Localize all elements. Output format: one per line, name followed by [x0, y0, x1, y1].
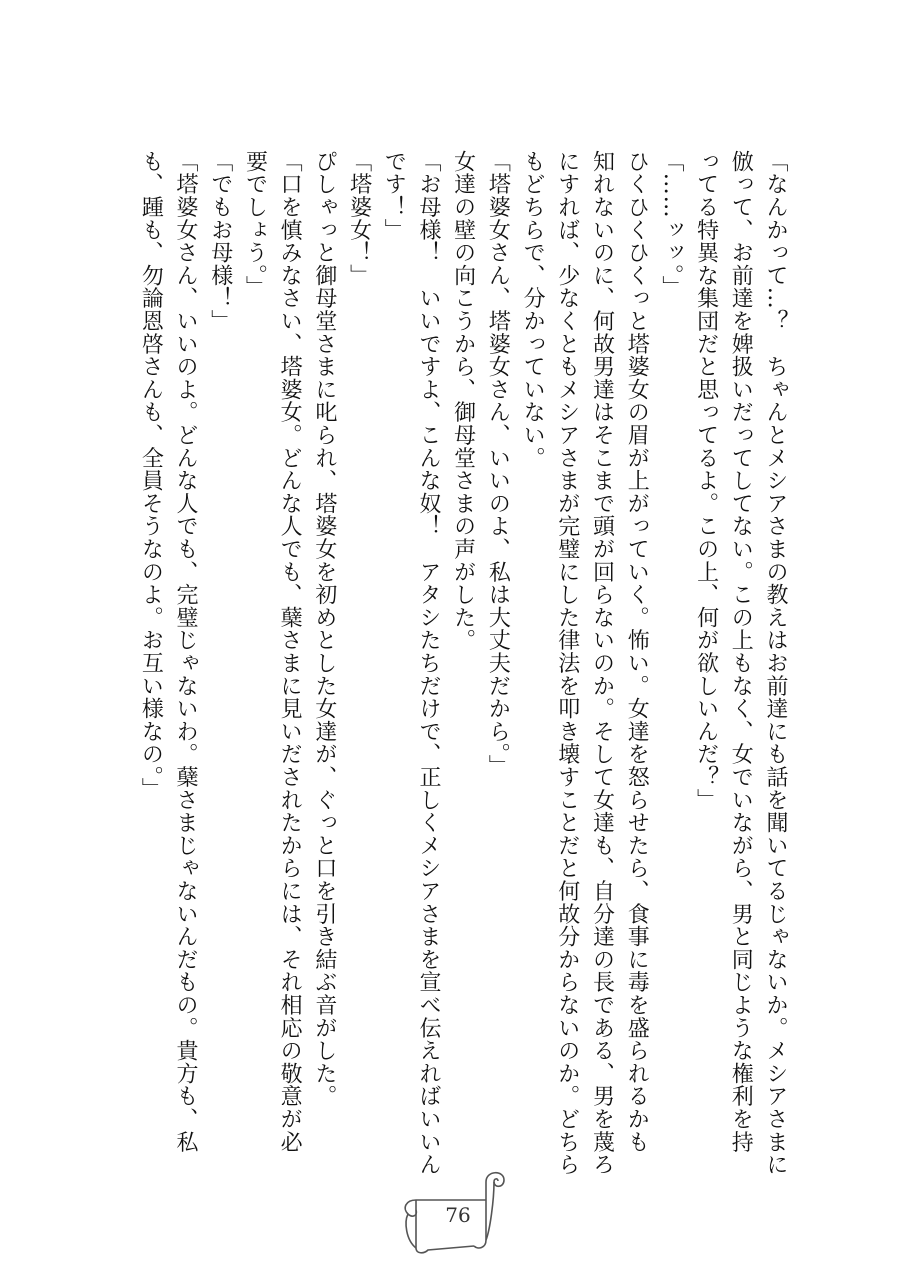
text-line: もどちらで、分かっていない。	[520, 150, 546, 470]
text-line: 「お母様！ いいですよ、こんな奴！ アタシたちだけで、正しくメシアさまを宣べ伝えればいいん	[415, 150, 441, 1176]
page-number: 76	[445, 1203, 471, 1227]
text-line: 「塔婆女！」	[346, 150, 372, 287]
text-line: も、踵も、勿論恩啓さんも、全員そうなのよ。お互い様なの。」	[138, 150, 164, 801]
text-line: ってる特異な集団だと思ってるよ。この上、何が欲しいんだ？」	[693, 150, 719, 812]
body-text	[133, 150, 792, 1176]
text-line: 「でもお母様！」	[207, 150, 233, 333]
text-line: です！」	[381, 150, 407, 242]
text-line: 「塔婆女さん、塔婆女さん、いいのよ、私は大丈夫だから。」	[485, 150, 511, 778]
text-line: 「塔婆女さん、いいのよ。どんな人でも、完璧じゃないわ。蘖さまじゃないんだもの。貴方も、私	[173, 150, 199, 1154]
text-line: 要でしょう。」	[242, 150, 268, 299]
text-line: ひくひくひくっと塔婆女の眉が上がっていく。怖い。女達を怒らせたら、食事に毒を盛られるかも	[624, 150, 650, 1154]
text-line: ぴしゃっと御母堂さまに叱られ、塔婆女を初めとした女達が、ぐっと口を引き結ぶ音がした。	[311, 150, 337, 1108]
text-line: にすれば、少なくともメシアさまが完璧にした律法を叩き壊すことだと何故分からないのか。どちら	[554, 150, 580, 1176]
text-line: 「……ッッ。」	[658, 150, 684, 299]
text-line: 倣って、お前達を婢扱いだってしてない。この上もなく、女でいながら、男と同じような権利を持	[728, 150, 754, 1154]
text-line: 知れないのに、何故男達はそこまで頭が回らないのか。そして女達も、自分達の長である、男を蔑ろ	[589, 150, 615, 1176]
text-line: 「なんかって…？ ちゃんとメシアさまの教えはお前達にも話を聞いてるじゃないか。メシアさまに	[763, 150, 788, 1176]
text-line: 女達の壁の向こうから、御母堂さまの声がした。	[450, 150, 476, 652]
text-line: 「口を慎みなさい、塔婆女。どんな人でも、蘖さまに見いだされたからには、それ相応の敬意が必	[277, 150, 303, 1154]
